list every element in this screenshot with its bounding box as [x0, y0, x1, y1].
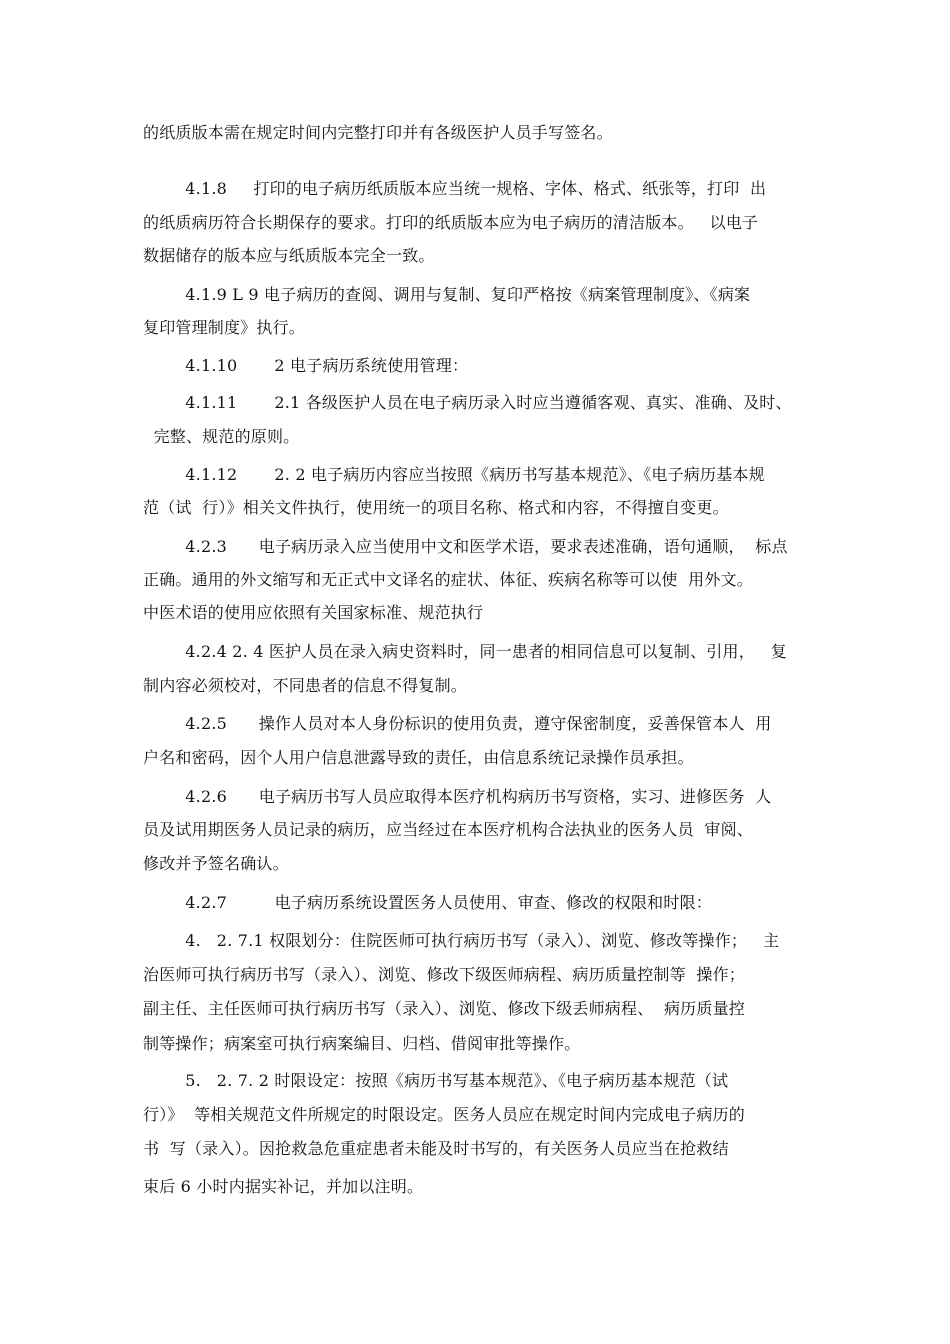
text-line: 完整、规范的原则。	[143, 427, 300, 446]
text-line: 修改并予签名确认。	[143, 854, 289, 873]
text-line: 的纸质病历符合长期保存的要求。打印的纸质版本应为电子病历的清洁版本。 以电子	[143, 213, 759, 232]
text-line: 4.2.3 电子病历录入应当使用中文和医学术语，要求表述准确，语句通顺， 标点	[143, 537, 788, 556]
text-line: 制内容必须校对，不同患者的信息不得复制。	[143, 676, 468, 695]
text-line: 治医师可执行病历书写（录入）、浏览、修改下级医师病程、病历质量控制等 操作；	[143, 965, 745, 984]
text-line: 副主任、主任医师可执行病历书写（录入）、浏览、修改下级丢师病程、 病历质量控	[143, 999, 745, 1018]
text-line: 4.1.12 2. 2 电子病历内容应当按照《病历书写基本规范》、《电子病历基本规	[143, 465, 765, 484]
text-line: 的纸质版本需在规定时间内完整打印并有各级医护人员手写签名。	[143, 123, 613, 142]
text-line: 行）》 等相关规范文件所规定的时限设定。医务人员应在规定时间内完成电子病历的	[143, 1105, 745, 1124]
text-line: 4.2.6 电子病历书写人员应取得本医疗机构病历书写资格，实习、进修医务 人	[143, 787, 772, 806]
text-line: 4.2.5 操作人员对本人身份标识的使用负责，遵守保密制度，妥善保管本人 用	[143, 714, 772, 733]
text-line: 户名和密码，因个人用户信息泄露导致的责任，由信息系统记录操作员承担。	[143, 748, 694, 767]
text-line: 4.1.10 2 电子病历系统使用管理：	[143, 356, 469, 375]
text-line: 员及试用期医务人员记录的病历，应当经过在本医疗机构合法执业的医务人员 审阅、	[143, 820, 753, 839]
text-line: 范（试 行）》相关文件执行，使用统一的项目名称、格式和内容，不得擅自变更。	[143, 498, 729, 517]
text-line: 4.1.11 2.1 各级医护人员在电子病历录入时应当遵循客观、真实、准确、及时、	[143, 393, 792, 412]
text-line: 束后 6 小时内据实补记，并加以注明。	[143, 1177, 424, 1196]
text-line: 4.1.8 打印的电子病历纸质版本应当统一规格、字体、格式、纸张等，打印 出	[143, 179, 767, 198]
text-line: 数据储存的版本应与纸质版本完全一致。	[143, 246, 435, 265]
text-line: 4.2.7 电子病历系统设置医务人员使用、审查、修改的权限和时限：	[143, 893, 712, 912]
text-line: 5. 2. 7. 2 时限设定：按照《病历书写基本规范》、《电子病历基本规范（试	[143, 1071, 729, 1090]
text-line: 正确。通用的外文缩写和无正式中文译名的症状、体征、疾病名称等可以使 用外文。	[143, 570, 753, 589]
text-line: 制等操作；病案室可执行病案编目、归档、借阅审批等操作。	[143, 1034, 581, 1053]
text-line: 中医术语的使用应依照有关国家标准、规范执行	[143, 603, 484, 622]
text-line: 书 写（录入）。因抢救急危重症患者未能及时书写的，有关医务人员应当在抢救结	[143, 1139, 729, 1158]
text-line: 4.1.9 L 9 电子病历的查阅、调用与复制、复印严格按《病案管理制度》、《病案	[143, 285, 751, 304]
text-line: 4. 2. 7.1 权限划分：住院医师可执行病历书写（录入）、浏览、修改等操作； 主	[143, 931, 780, 950]
text-line: 复印管理制度》执行。	[143, 318, 306, 337]
text-line: 4.2.4 2. 4 医护人员在录入病史资料时，同一患者的相同信息可以复制、引用， 复	[143, 642, 787, 661]
